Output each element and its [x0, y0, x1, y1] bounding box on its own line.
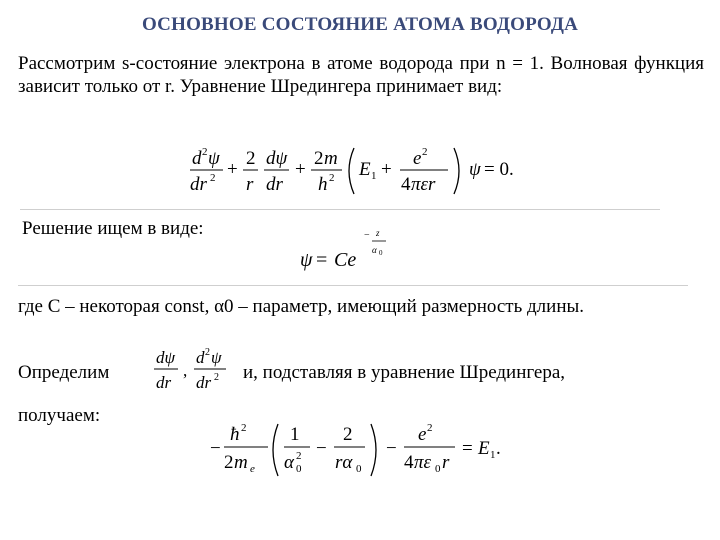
svg-text:4: 4: [404, 452, 414, 473]
svg-text:−: −: [316, 438, 327, 459]
svg-text:0: 0: [296, 463, 302, 475]
svg-text:dr: dr: [156, 373, 172, 392]
svg-text:1: 1: [371, 170, 377, 182]
svg-text:r: r: [442, 452, 450, 473]
svg-text:E: E: [478, 438, 490, 459]
svg-text:ħ: ħ: [230, 424, 240, 445]
trial-wavefunction: [298, 226, 398, 274]
define-tail-label: и, подставляя в уравнение Шредингера,: [243, 362, 566, 383]
intro-paragraph: Рассмотрим s-состояние электрона в атоме водорода при n = 1. Волновая функция зависит только от r. Уравнение Шредингера принимает вид:: [18, 53, 704, 97]
svg-text:+: +: [295, 159, 306, 180]
svg-text:ψ: ψ: [469, 159, 481, 180]
solution-label: Решение ищем в виде:: [22, 218, 204, 239]
svg-text:πεr: πεr: [411, 174, 436, 195]
svg-text:+: +: [227, 159, 238, 180]
svg-text:0: 0: [435, 463, 441, 475]
svg-text:1: 1: [490, 449, 496, 461]
define-label: Определим: [18, 362, 110, 383]
svg-text:2: 2: [205, 347, 210, 358]
svg-text:dψ: dψ: [266, 148, 288, 169]
svg-text:r: r: [246, 174, 254, 195]
svg-text:α: α: [284, 452, 294, 473]
svg-text:−: −: [364, 230, 370, 241]
svg-text:−: −: [210, 438, 221, 459]
separator-line: [20, 209, 660, 210]
result-equation: [210, 420, 510, 480]
svg-text:2: 2: [296, 450, 302, 462]
svg-text:πε: πε: [414, 452, 432, 473]
svg-text:e: e: [418, 424, 427, 445]
svg-text:d: d: [196, 348, 205, 367]
svg-text:dr: dr: [196, 373, 212, 392]
svg-text:h: h: [318, 174, 328, 195]
svg-text:2: 2: [246, 148, 256, 169]
svg-text:e: e: [413, 148, 422, 169]
svg-text:=: =: [462, 438, 473, 459]
svg-text:2: 2: [202, 146, 208, 158]
svg-text:4: 4: [401, 174, 411, 195]
svg-text:z: z: [376, 228, 380, 238]
svg-text:e: e: [250, 463, 255, 475]
svg-text:= 0.: = 0.: [484, 159, 514, 180]
svg-text:1: 1: [290, 424, 300, 445]
svg-text:m: m: [324, 148, 338, 169]
svg-text:2: 2: [422, 146, 428, 158]
svg-text:2: 2: [214, 372, 219, 383]
svg-text:0: 0: [356, 463, 362, 475]
svg-text:2: 2: [427, 422, 433, 434]
svg-text:rα: rα: [335, 452, 353, 473]
svg-text:α: α: [372, 245, 377, 255]
svg-text:2: 2: [343, 424, 353, 445]
svg-text:d: d: [192, 148, 202, 169]
svg-text:0: 0: [379, 249, 383, 257]
svg-text:dψ: dψ: [156, 348, 176, 367]
svg-text:Ce: Ce: [334, 249, 357, 271]
svg-text:ψ: ψ: [300, 249, 313, 271]
svg-text:dr: dr: [190, 174, 207, 195]
svg-text:,: ,: [183, 361, 188, 380]
svg-text:2: 2: [314, 148, 324, 169]
svg-text:2: 2: [224, 452, 234, 473]
separator-line: [18, 285, 688, 286]
obtain-label: получаем:: [18, 405, 101, 426]
svg-text:2: 2: [210, 172, 216, 184]
svg-text:+: +: [381, 159, 392, 180]
svg-text:dr: dr: [266, 174, 283, 195]
svg-text:−: −: [386, 438, 397, 459]
where-paragraph: где С – некоторая const, α0 – параметр, имеющий размерность длины.: [18, 296, 585, 317]
svg-text:m: m: [234, 452, 248, 473]
svg-text:2: 2: [329, 172, 335, 184]
svg-text:=: =: [316, 249, 328, 271]
slide-title: ОСНОВНОЕ СОСТОЯНИЕ АТОМА ВОДОРОДА: [141, 14, 579, 35]
schrodinger-equation: [190, 142, 530, 200]
svg-text:ψ: ψ: [208, 148, 220, 169]
svg-text:ψ: ψ: [211, 348, 222, 367]
svg-text:.: .: [496, 438, 501, 459]
svg-text:2: 2: [241, 422, 247, 434]
derivatives-expression: [150, 346, 240, 394]
svg-text:E: E: [359, 159, 371, 180]
